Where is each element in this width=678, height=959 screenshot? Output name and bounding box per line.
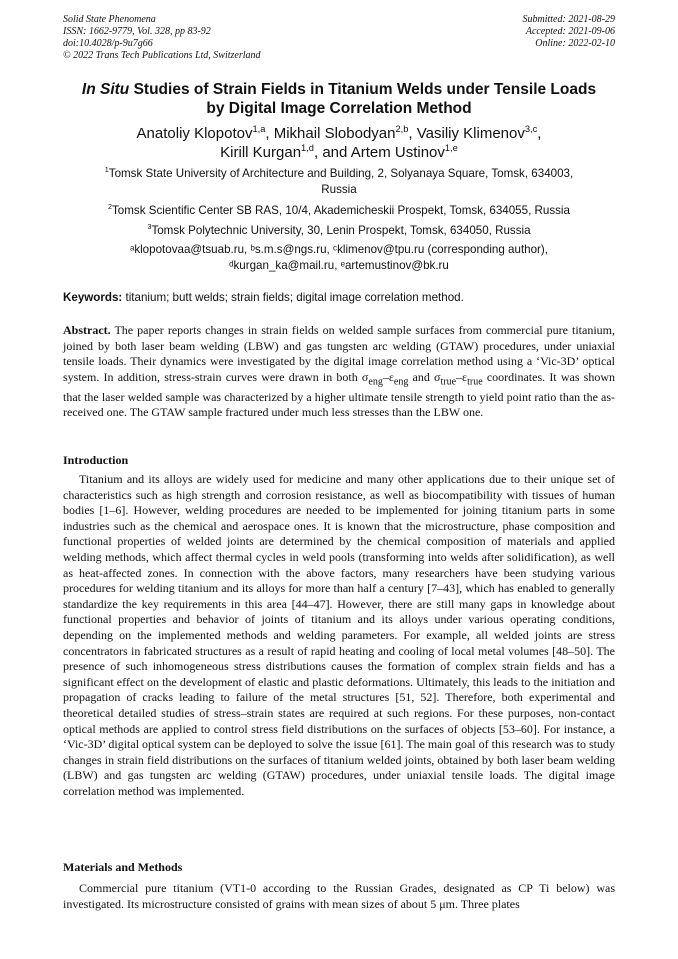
affiliation-sup: 1 xyxy=(104,165,109,175)
abstract-text: and xyxy=(408,369,435,384)
author-name: Anatoliy Klopotov xyxy=(136,125,253,142)
abstract-text: The paper reports changes in strain fields on welded sample surfaces from commercial pure titanium, joined by both laser beam welding (LBW) and gas tungsten arc welding (GTAW) procedures, under uniaxial tensile loads. Their dynamics were investigated by the digital image correlation method using a ‘Vic-3D’ optical system. In addition, stress-strain curves were drawn in both xyxy=(63,323,615,384)
emails-line: ᵈkurgan_ka@mail.ru, ᵉartemustinov@bk.ru xyxy=(229,259,449,272)
affiliation-text: Tomsk State University of Architecture and Building, 2, Solyanaya Square, Tomsk, 634003, xyxy=(108,167,574,180)
author-name: Artem Ustinov xyxy=(350,144,445,161)
journal-doi: doi:10.4028/p-9u7g66 xyxy=(63,38,153,49)
keywords-text: titanium; butt welds; strain fields; digital image correlation method. xyxy=(122,291,464,304)
affiliation-2 xyxy=(60,203,618,219)
affiliation-text: Tomsk Polytechnic University, 30, Lenin Prospekt, Tomsk, 634050, Russia xyxy=(151,224,531,237)
author-emails xyxy=(60,242,618,274)
introduction-text: Titanium and its alloys are widely used for medicine and many other applications due to their unique set of characteristics such as high strength and corrosion resistance, as well as biocompatibility with tissues of human bodies [1–6]. However, welding procedures are needed to be implemented for joining titanium parts in some industries such as the chemical and aerospace ones. It is known that the microstructure, phase composition and functional properties of welded joints are determined by the chemical composition of materials and applied welding methods, which affect thermal cycles in weld pools (transforming into welds after solidification), as well as heat-affected zones. In connection with the above factors, many researchers have been studying various procedures for welding titanium and its alloys for more than half a century [7–43], which has enabled to generally standardize the key requirements in this area [44–47]. However, there are still many gaps in knowledge about functional properties and behavior of joints of titanium and its alloys under various operating conditions, depending on the implemented methods and welding parameters. For example, all welded joints are stress concentrators in fabricated structures as a result of rapid heating and cooling of local metal volumes [48–50]. The presence of such inhomogeneous stress distributions causes the formation of complex strain fields and has a significant effect on the development of elastic and plastic deformations. Ultimately, this leads to the initiation and propagation of cracks leading to failure of the metal structures [51, 52]. Therefore, both experimental and theoretical detailed studies of stress–strain states are required at such regions. For these purposes, non-contact optical methods are applied to control stress field distributions on the surfaces of objects [53–60]. For instance, a ‘Vic-3D’ digital optical system can be deployed to solve the issue [61]. The main goal of this research was to study changes in strain field distributions on the surfaces of titanium welded joints, obtained by both laser beam welding (LBW) and gas tungsten arc welding (GTAW) procedures, under uniaxial tensile loads. The digital image correlation method was implemented. xyxy=(63,472,615,798)
materials-text: Commercial pure titanium (VT1-0 according to the Russian Grades, designated as CP Ti below) was investigated. Its microstructure consisted of grains with mean sizes of about 5 μm. Three plates xyxy=(63,881,615,911)
section-heading-introduction: Introduction xyxy=(63,453,129,467)
symbol-dash: – xyxy=(456,369,463,384)
title-line1: Studies of Strain Fields in Titanium Welds under Tensile Loads xyxy=(129,81,597,98)
keywords-label: Keywords: xyxy=(63,291,123,304)
journal-issn: ISSN: 1662-9779, Vol. 328, pp 83-92 xyxy=(63,26,211,37)
journal-name: Solid State Phenomena xyxy=(63,14,156,25)
symbol-dash: – xyxy=(382,369,389,384)
affiliation-sup: 2 xyxy=(108,202,113,212)
author-sup: 2,b xyxy=(395,124,409,134)
publication-dates xyxy=(523,14,616,50)
subscript: eng xyxy=(393,376,409,388)
author-sup: 1,a xyxy=(252,124,266,134)
emails-line: ᵃklopotovaa@tsuab.ru, ᵇs.m.s@ngs.ru, ᶜklimenov@tpu.ru (corresponding author), xyxy=(130,243,548,256)
keywords xyxy=(63,290,615,305)
abstract-text: coordinates. It was shown that the laser welded sample was characterized by a higher ultimate tensile strength to yield point ratio than the as-received one. The GTAW sample fractured under much less stresses than the LBW one. xyxy=(63,369,616,420)
author-name: Vasiliy Klimenov xyxy=(416,125,525,142)
affiliation-1 xyxy=(60,166,618,198)
author-sup: 3,c xyxy=(524,124,538,134)
affiliation-sup: 3 xyxy=(147,222,152,232)
author-sup: 1,d xyxy=(301,143,314,153)
title-italic: In Situ xyxy=(81,81,130,98)
symbol-sigma: σ xyxy=(434,369,441,384)
author-name: Kirill Kurgan xyxy=(220,144,302,161)
author-name: Mikhail Slobodyan xyxy=(273,125,396,142)
affiliation-text: Tomsk Scientific Center SB RAS, 10/4, Akademicheskii Prospekt, Tomsk, 634055, Russia xyxy=(112,204,570,217)
paper-title xyxy=(40,80,638,118)
symbol-epsilon: ε xyxy=(388,369,394,384)
affiliation-3 xyxy=(60,223,618,239)
journal-info xyxy=(63,14,261,62)
introduction-paragraph xyxy=(63,472,615,799)
subscript: eng xyxy=(368,376,383,388)
abstract xyxy=(63,323,615,421)
materials-paragraph xyxy=(63,881,615,912)
date-submitted: Submitted: 2021-08-29 xyxy=(522,14,615,25)
date-accepted: Accepted: 2021-09-06 xyxy=(525,26,615,37)
title-line2: by Digital Image Correlation Method xyxy=(206,100,472,117)
author-list: Anatoliy Klopotov$^{1,a}$, Mikhail Slobodyan$^{2,b}$, Vasiliy Klimenov$^{3,c}$, Kirill Kurgan$^{1,d}$, and Artem Ustinov$^{1,e}$ xyxy=(136,124,542,161)
date-online: Online: 2022-02-10 xyxy=(535,38,615,49)
journal-copyright: © 2022 Trans Tech Publications Ltd, Switzerland xyxy=(63,50,261,61)
author-sup: 1,e xyxy=(444,143,458,153)
affiliation-text: Russia xyxy=(321,183,357,196)
abstract-label: Abstract. xyxy=(63,323,111,337)
symbol-sigma: σ xyxy=(361,369,369,384)
subscript: true xyxy=(440,376,457,388)
symbol-epsilon: ε xyxy=(462,369,468,384)
section-heading-materials: Materials and Methods xyxy=(63,860,183,874)
subscript: true xyxy=(467,376,483,388)
